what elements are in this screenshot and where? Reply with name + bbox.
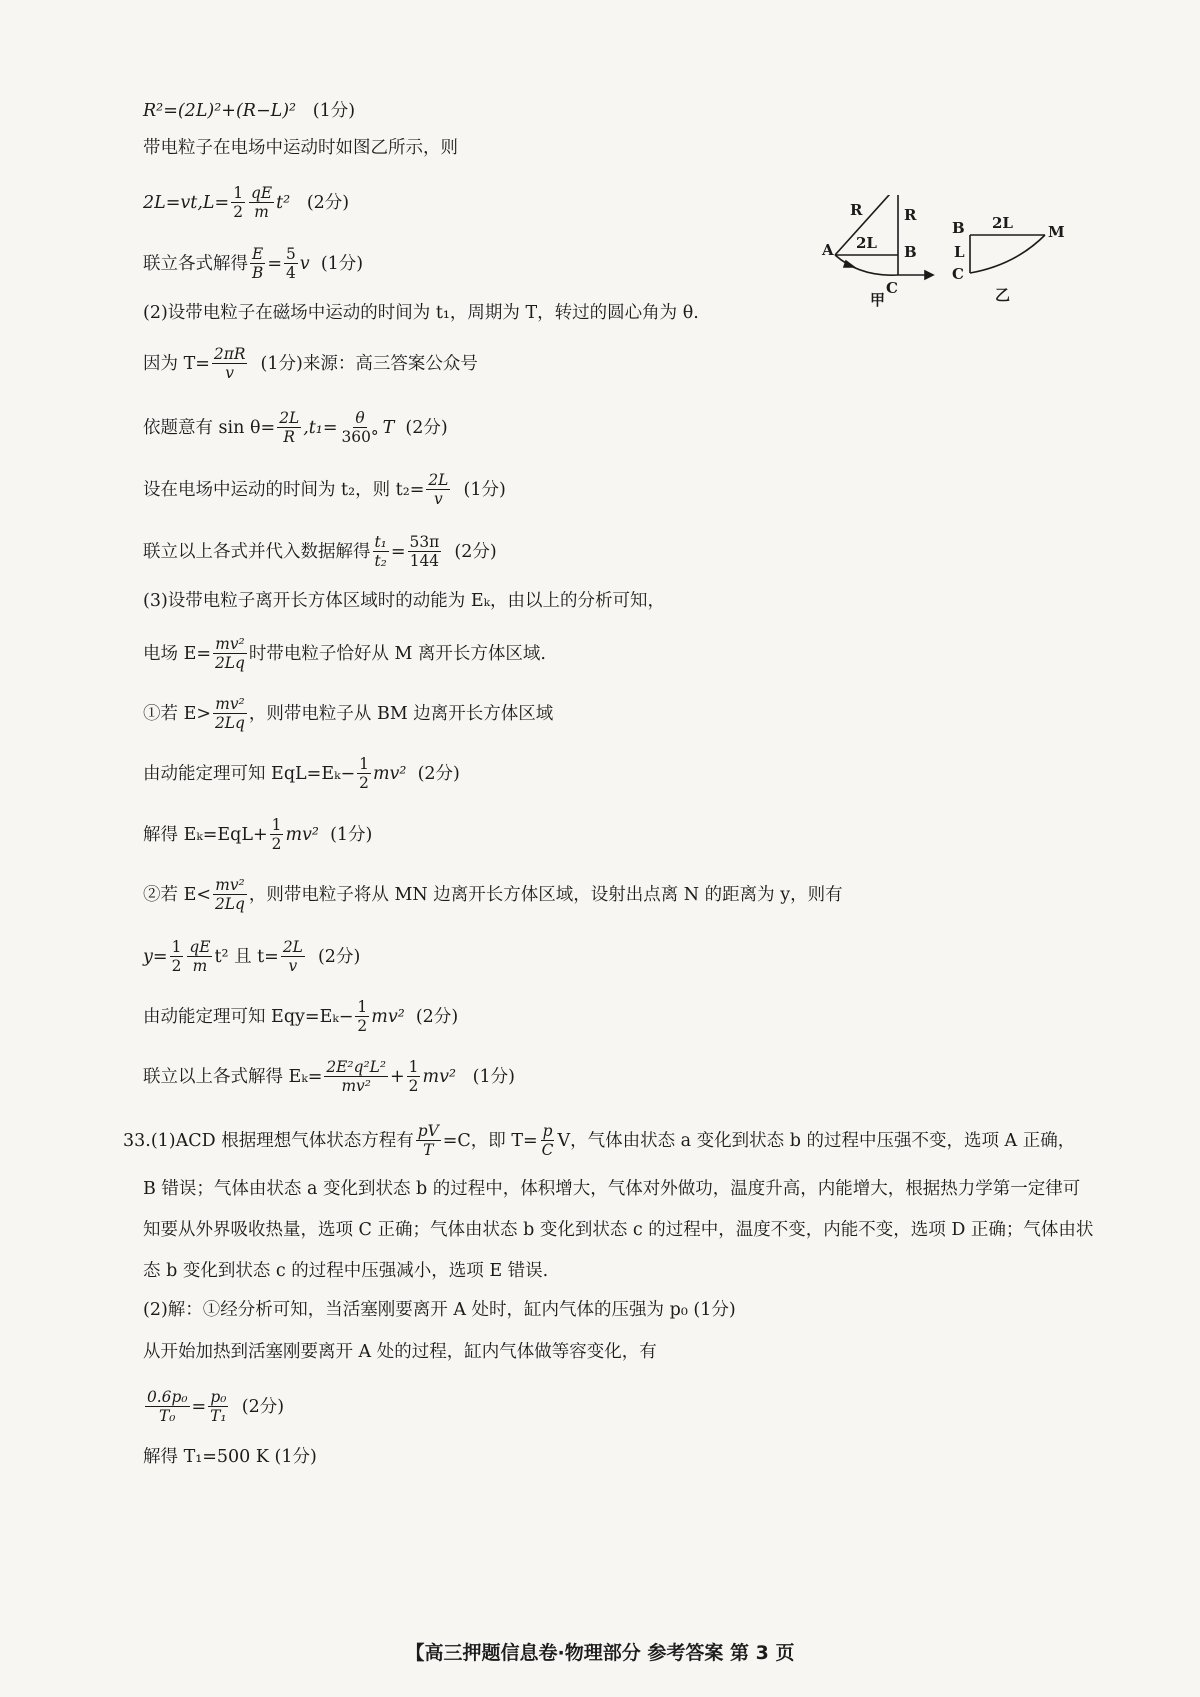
equation-kinetic-1: 由动能定理可知 EqL=Eₖ− $\frac{1}{2}$ mv² (2分) [143,755,460,793]
label-2l-yi: 2L [992,214,1013,232]
curve-yi [970,235,1045,273]
question-33-heating: 从开始加热到活塞刚要离开 A 处的过程，缸内气体做等容变化，有 [143,1342,657,1362]
label-m: M [1048,223,1065,241]
label-jia: 甲 [870,291,886,309]
label-2l-jia: 2L [856,234,877,252]
arrow-exit [925,271,933,279]
equation-isochoric: $\frac{\text{0.6p₀}}{\text{T₀}}$ = $\frac{\text{p₀}}{\text{T₁}}$ (2分) [147,1388,285,1426]
text-case-2: ②若 E< $\frac{\text{mv²}}{2Lq}$ ，则带电粒子将从 MN 边离开长方体区域，设射出点离 N 的距离为 y，则有 [143,876,843,914]
equation-2l-vt: 2L=vt,L= $\frac{1}{2}$ $\frac{qE}{m}$ t² (2分) [143,184,350,222]
diagram-yi [970,235,1045,273]
equation-r-squared: R²=(2L)²+(R−L)² (1分) [143,101,356,121]
question-33-line-4: 态 b 变化到状态 c 的过程中压强减小，选项 E 错误. [143,1261,549,1281]
label-b: B [904,243,917,261]
equation-t-ratio: 联立以上各式并代入数据解得 $\frac{\text{t₁}}{\text{t₂}}$ = $\frac{53\pi}{144}$ (2分) [143,533,497,571]
question-33-part-2: (2)解：①经分析可知，当活塞刚要离开 A 处时，缸内气体的压强为 p₀ (1分) [143,1300,736,1320]
question-33-line-2: B 错误；气体由状态 a 变化到状态 b 的过程中，体积增大，气体对外做功，温度升高，内能增大，根据热力学第一定律可 [143,1179,1081,1199]
page-footer: 【高三押题信息卷·物理部分 参考答案 第 3 页 [405,1642,795,1664]
equation-kinetic-2-result: 联立以上各式解得 Eₖ= $\frac{\text{2E²q²L²}}{\text{mv²}}$ + $\frac{1}{2}$ mv² (1分) [143,1058,515,1096]
text-part-2: (2)设带电粒子在磁场中运动的时间为 t₁，周期为 T，转过的圆心角为 θ. [143,303,699,323]
label-l-yi: L [954,243,965,261]
figure-jia-yi [820,195,1120,319]
equation-period: 因为 T= $\frac{2\pi R}{v}$ (1分)来源：高三答案公众号 [143,345,478,383]
question-33-line-3: 知要从外界吸收热量，选项 C 正确；气体由状态 b 变化到状态 c 的过程中，温度不变，内能不变，选项 D 正确；气体由状 [143,1220,1094,1240]
text-part-3: (3)设带电粒子离开长方体区域时的动能为 Eₖ，由以上的分析可知， [143,591,666,611]
equation-efield: 电场 E= $\frac{\text{mv²}}{2Lq}$ 时带电粒子恰好从 M 离开长方体区域. [143,635,546,673]
text-efield-figure: 带电粒子在电场中运动时如图乙所示，则 [143,138,458,158]
equation-t2: 设在电场中运动的时间为 t₂，则 t₂= $\frac{2L}{v}$ (1分) [143,471,506,509]
equation-y: y= $\frac{1}{2}$ $\frac{qE}{m}$ t² 且 t= $\frac{2L}{v}$ (2分) [143,938,361,976]
equation-kinetic-2: 由动能定理可知 Eqy=Eₖ− $\frac{1}{2}$ mv² (2分) [143,998,459,1036]
equation-sin-theta: 依题意有 sin θ= $\frac{2L}{R}$ ,t₁= $\frac{\theta}{360^\circ}$ T (2分) [143,409,448,447]
label-r1: R [850,201,863,219]
question-33-line-1: 33.(1)ACD 根据理想气体状态方程有 $\frac{pV}{T}$ =C，即 T= $\frac{p}{C}$ V，气体由状态 a 变化到状态 b 的过程中压强不变，选项 A 正确， [123,1122,1076,1160]
label-a: A [822,241,834,259]
arrow-path [844,261,854,267]
label-c-yi: C [952,265,964,283]
equation-kinetic-1-result: 解得 Eₖ=EqL+ $\frac{1}{2}$ mv² (1分) [143,816,373,854]
equation-e-over-b: 联立各式解得 $\frac{E}{B}$ = $\frac{5}{4}$ v (1分) [143,245,364,283]
label-r2: R [904,206,917,224]
label-yi: 乙 [995,286,1011,304]
equation-t1-result: 解得 T₁=500 K (1分) [143,1447,317,1467]
label-c: C [886,279,898,297]
text-case-1: ①若 E> $\frac{\text{mv²}}{2Lq}$ ，则带电粒子从 BM 边离开长方体区域 [143,695,554,733]
label-b-yi: B [952,219,965,237]
